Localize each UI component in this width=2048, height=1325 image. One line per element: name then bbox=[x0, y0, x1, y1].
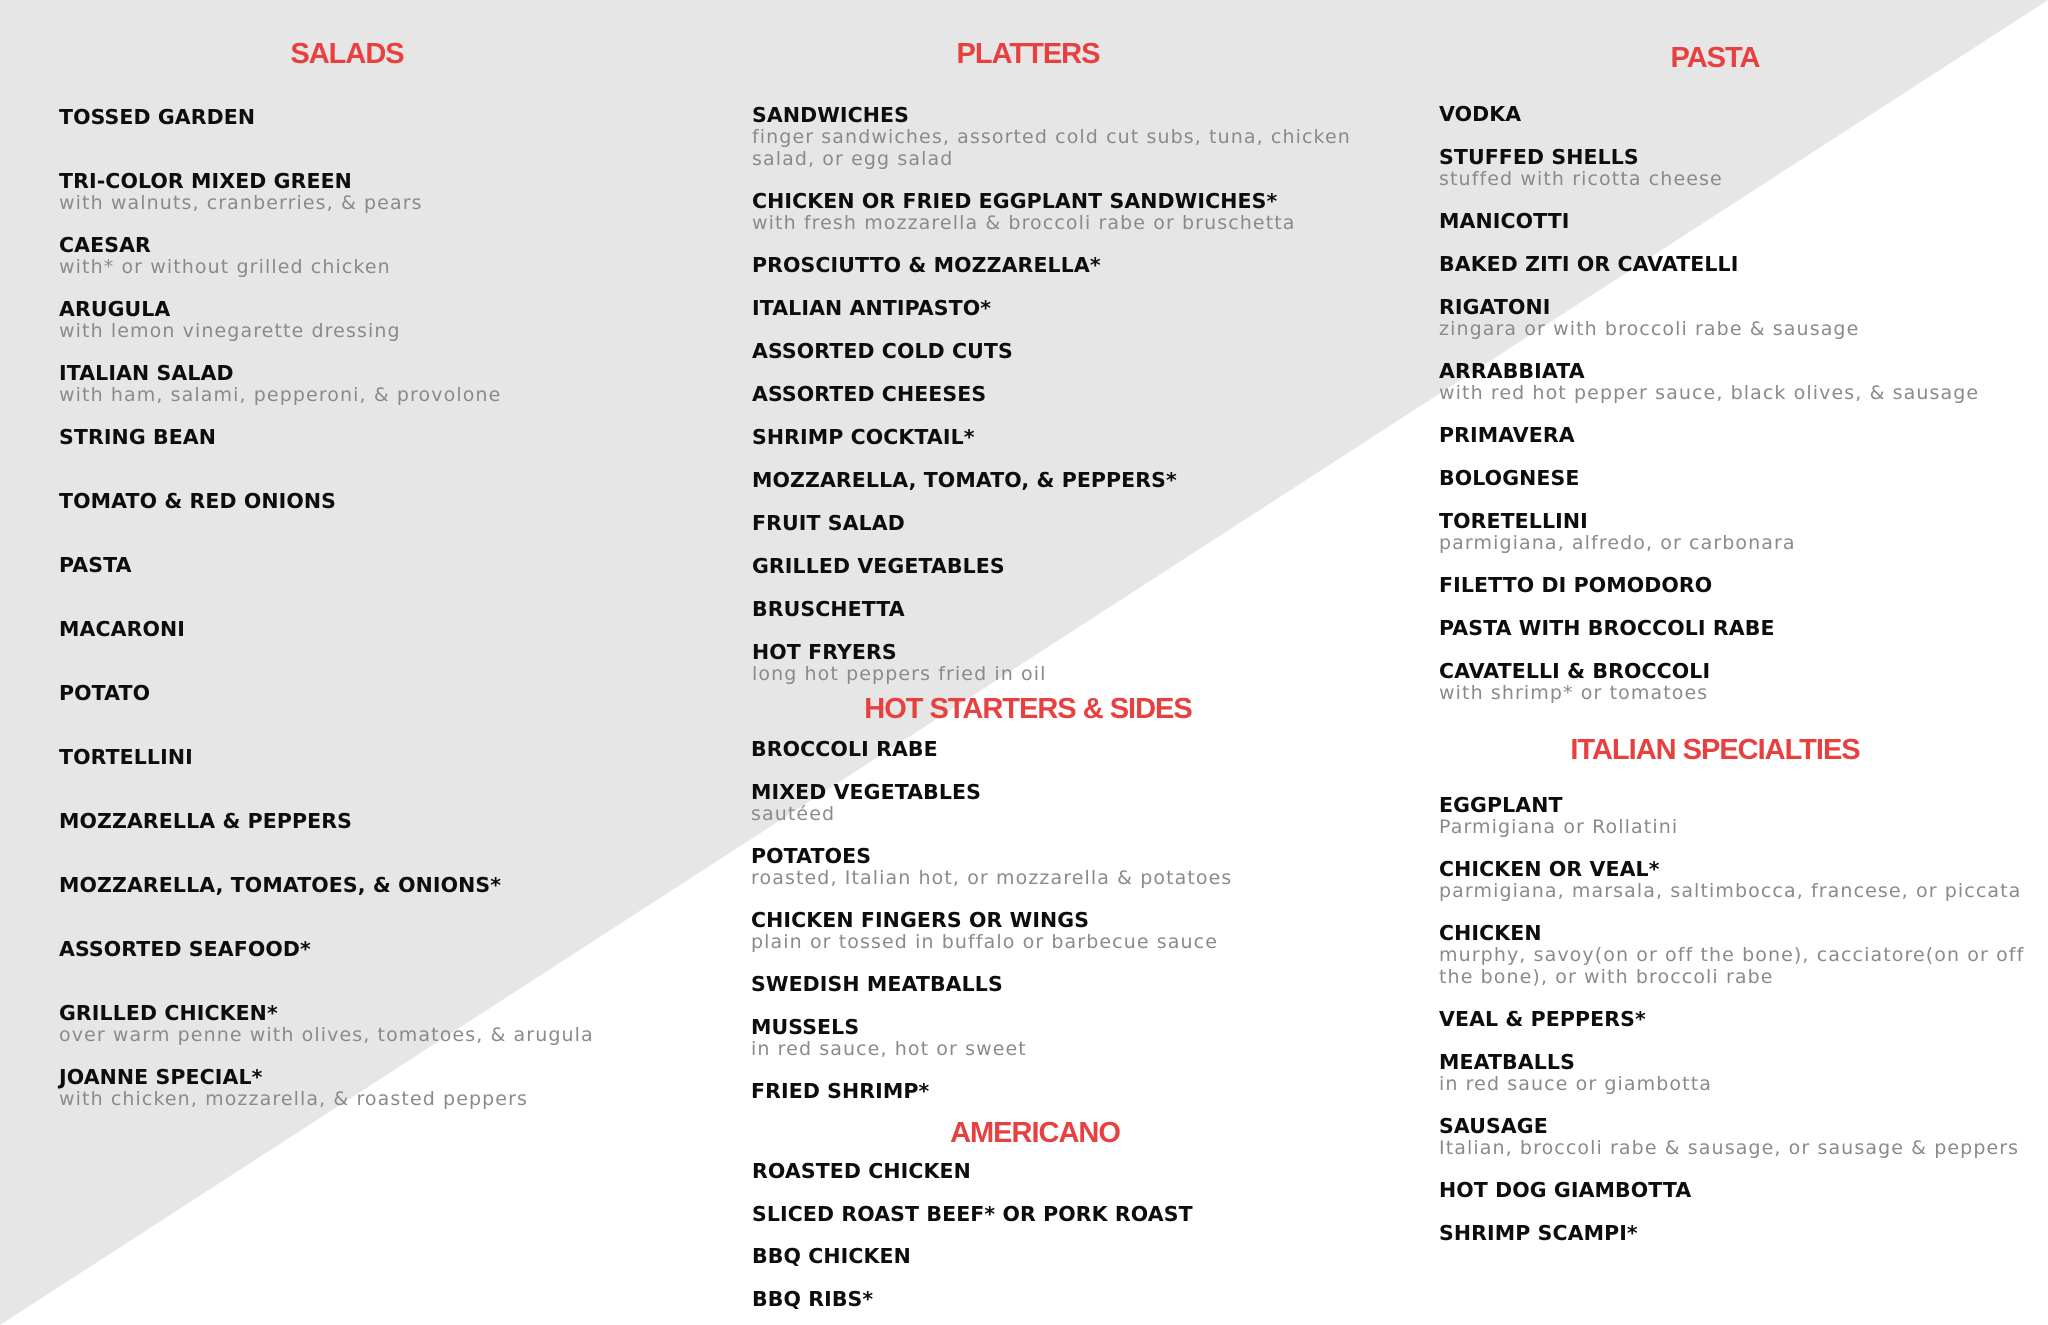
menu-item-name: VEAL & PEPPERS* bbox=[1439, 1007, 1646, 1031]
menu-item-description: parmigiana, alfredo, or carbonara bbox=[1439, 532, 1796, 554]
menu-item-name: ASSORTED CHEESES bbox=[752, 382, 987, 406]
menu-item-name: FRIED SHRIMP* bbox=[751, 1079, 930, 1103]
menu-item-name: CAESAR bbox=[59, 233, 151, 257]
menu-item bbox=[1439, 794, 1678, 839]
menu-item-name: GRILLED VEGETABLES bbox=[752, 554, 1005, 578]
menu-item-name: HOT FRYERS bbox=[752, 640, 897, 664]
menu-item bbox=[1439, 146, 1723, 191]
menu-item-name: TOSSED GARDEN bbox=[59, 105, 256, 129]
menu-item bbox=[1439, 467, 1579, 490]
menu-item-name: SLICED ROAST BEEF* OR PORK ROAST bbox=[752, 1202, 1193, 1226]
menu-item bbox=[59, 618, 185, 641]
menu-item bbox=[1439, 922, 2024, 988]
menu-item-name: TORETELLINI bbox=[1439, 509, 1588, 533]
menu-item bbox=[752, 104, 1351, 170]
menu-item-name: HOT DOG GIAMBOTTA bbox=[1439, 1178, 1692, 1202]
menu-item bbox=[751, 973, 1003, 996]
menu-item bbox=[752, 426, 975, 449]
menu-item bbox=[59, 298, 401, 343]
salads-heading: SALADS bbox=[290, 38, 404, 70]
menu-item-name: POTATO bbox=[59, 681, 151, 705]
menu-item bbox=[1439, 103, 1521, 126]
menu-item bbox=[752, 383, 986, 406]
menu-item bbox=[1439, 1115, 2019, 1160]
menu-item bbox=[1439, 858, 2021, 903]
menu-item bbox=[752, 641, 1047, 686]
menu-item-name: MEATBALLS bbox=[1439, 1050, 1575, 1074]
menu-item-name: MOZZARELLA, TOMATO, & PEPPERS* bbox=[752, 468, 1177, 492]
menu-item-name: PASTA bbox=[59, 553, 132, 577]
platters-heading: PLATTERS bbox=[956, 38, 1100, 70]
menu-item bbox=[59, 170, 423, 215]
menu-item bbox=[752, 1203, 1193, 1226]
menu-item bbox=[751, 1080, 929, 1103]
menu-item bbox=[59, 106, 255, 129]
menu-item-description: in red sauce, hot or sweet bbox=[751, 1038, 1027, 1060]
menu-item-name: SHRIMP SCAMPI* bbox=[1439, 1221, 1638, 1245]
menu-item bbox=[751, 909, 1218, 954]
menu-item bbox=[1439, 510, 1796, 555]
menu-item bbox=[752, 555, 1005, 578]
menu-item bbox=[752, 297, 991, 320]
menu-item-name: STUFFED SHELLS bbox=[1439, 145, 1639, 169]
menu-item-name: ARRABBIATA bbox=[1439, 359, 1585, 383]
menu-item-name: SANDWICHES bbox=[752, 103, 910, 127]
menu-item bbox=[752, 340, 1013, 363]
menu-item-name: PROSCIUTTO & MOZZARELLA* bbox=[752, 253, 1101, 277]
menu-item bbox=[59, 426, 216, 449]
menu-item-name: FILETTO DI POMODORO bbox=[1439, 573, 1713, 597]
menu-item bbox=[752, 598, 905, 621]
menu-item-name: MUSSELS bbox=[751, 1015, 860, 1039]
menu-item bbox=[59, 362, 501, 407]
menu-item-name: ARUGULA bbox=[59, 297, 171, 321]
menu-item-description: with ham, salami, pepperoni, & provolone bbox=[59, 384, 502, 406]
menu-item-name: MACARONI bbox=[59, 617, 185, 641]
menu-item bbox=[1439, 660, 1710, 705]
menu-item-description: finger sandwiches, assorted cold cut subs, tuna, chicken bbox=[752, 126, 1351, 148]
menu-item bbox=[59, 682, 150, 705]
menu-item bbox=[752, 1160, 971, 1183]
menu-item-name: FRUIT SALAD bbox=[752, 511, 905, 535]
menu-item-name: JOANNE SPECIAL* bbox=[59, 1065, 263, 1089]
menu-item-description: with* or without grilled chicken bbox=[59, 256, 391, 278]
menu-item bbox=[1439, 424, 1575, 447]
pasta-heading: PASTA bbox=[1670, 42, 1760, 74]
menu-item-name: EGGPLANT bbox=[1439, 793, 1563, 817]
menu-item-description: the bone), or with broccoli rabe bbox=[1439, 965, 1774, 988]
menu-item-name: CAVATELLI & BROCCOLI bbox=[1439, 659, 1711, 683]
menu-item-name: TRI-COLOR MIXED GREEN bbox=[59, 169, 352, 193]
menu-item-name: PRIMAVERA bbox=[1439, 423, 1575, 447]
menu-item-name: PASTA WITH BROCCOLI RABE bbox=[1439, 616, 1775, 640]
menu-item-name: RIGATONI bbox=[1439, 295, 1551, 319]
menu-item bbox=[59, 938, 311, 961]
menu-item-description: with red hot pepper sauce, black olives, & sausage bbox=[1439, 382, 1980, 404]
menu-item bbox=[59, 874, 501, 897]
menu-item-description: with chicken, mozzarella, & roasted peppers bbox=[59, 1088, 529, 1110]
menu-item bbox=[752, 190, 1296, 235]
menu-item bbox=[1439, 574, 1712, 597]
menu-item-description: zingara or with broccoli rabe & sausage bbox=[1439, 318, 1860, 340]
menu-item bbox=[751, 738, 938, 761]
menu-item bbox=[1439, 296, 1859, 341]
menu-item bbox=[751, 781, 981, 826]
menu-item-name: CHICKEN FINGERS OR WINGS bbox=[751, 908, 1090, 932]
menu-item-description: parmigiana, marsala, saltimbocca, francese, or piccata bbox=[1439, 880, 2022, 902]
menu-item-description: with lemon vinegarette dressing bbox=[59, 320, 401, 342]
menu-item-description: sautéed bbox=[751, 803, 836, 825]
menu-item bbox=[752, 1245, 911, 1268]
menu-item-description: salad, or egg salad bbox=[752, 147, 954, 170]
menu-item-description: with walnuts, cranberries, & pears bbox=[59, 192, 423, 214]
menu-item-name: POTATOES bbox=[751, 844, 872, 868]
menu-item-description: murphy, savoy(on or off the bone), cacciatore(on or off bbox=[1439, 944, 2025, 966]
menu-item-name: BBQ CHICKEN bbox=[752, 1244, 911, 1268]
menu-item-name: CHICKEN OR FRIED EGGPLANT SANDWICHES* bbox=[752, 189, 1278, 213]
menu-item-name: BAKED ZITI OR CAVATELLI bbox=[1439, 252, 1739, 276]
menu-item-name: ITALIAN ANTIPASTO* bbox=[752, 296, 992, 320]
menu-item-description: with shrimp* or tomatoes bbox=[1439, 682, 1709, 704]
menu-item bbox=[59, 1002, 594, 1047]
menu-item-name: VODKA bbox=[1439, 102, 1522, 126]
menu-item bbox=[1439, 1179, 1691, 1202]
menu-item-name: TOMATO & RED ONIONS bbox=[59, 489, 337, 513]
menu-item-description: stuffed with ricotta cheese bbox=[1439, 168, 1723, 190]
menu-item-name: SWEDISH MEATBALLS bbox=[751, 972, 1003, 996]
menu-item-name: ASSORTED SEAFOOD* bbox=[59, 937, 311, 961]
menu-item-description: Parmigiana or Rollatini bbox=[1439, 816, 1679, 838]
menu-item-description: with fresh mozzarella & broccoli rabe or bruschetta bbox=[752, 212, 1296, 234]
menu-item-name: STRING BEAN bbox=[59, 425, 217, 449]
menu-item bbox=[59, 1066, 528, 1111]
menu-item bbox=[59, 490, 336, 513]
menu-item-name: SHRIMP COCKTAIL* bbox=[752, 425, 975, 449]
menu-item-name: ITALIAN SALAD bbox=[59, 361, 234, 385]
menu-item bbox=[59, 746, 193, 769]
menu-item bbox=[1439, 1008, 1646, 1031]
menu-item-description: in red sauce or giambotta bbox=[1439, 1073, 1712, 1095]
menu-item-description: over warm penne with olives, tomatoes, & arugula bbox=[59, 1024, 594, 1046]
americano-heading: AMERICANO bbox=[950, 1117, 1120, 1149]
menu-item bbox=[751, 845, 1232, 890]
menu-item bbox=[752, 1288, 873, 1311]
menu-item bbox=[1439, 360, 1979, 405]
menu-item-name: ASSORTED COLD CUTS bbox=[752, 339, 1013, 363]
menu-item bbox=[1439, 617, 1775, 640]
menu-item bbox=[1439, 1222, 1638, 1245]
menu-item-name: SAUSAGE bbox=[1439, 1114, 1548, 1138]
menu-item-name: CHICKEN OR VEAL* bbox=[1439, 857, 1660, 881]
menu-item-description: long hot peppers fried in oil bbox=[752, 663, 1047, 685]
menu-item-name: TORTELLINI bbox=[59, 745, 193, 769]
menu-item bbox=[59, 554, 132, 577]
italian-specialties-heading: ITALIAN SPECIALTIES bbox=[1570, 734, 1860, 766]
menu-item-name: BBQ RIBS* bbox=[752, 1287, 874, 1311]
menu-item bbox=[751, 1016, 1027, 1061]
menu-item-name: ROASTED CHICKEN bbox=[752, 1159, 971, 1183]
menu-item-name: BRUSCHETTA bbox=[752, 597, 905, 621]
menu-item-name: GRILLED CHICKEN* bbox=[59, 1001, 278, 1025]
menu-item-description: Italian, broccoli rabe & sausage, or sausage & peppers bbox=[1439, 1137, 2020, 1159]
menu-item bbox=[1439, 210, 1570, 233]
menu-item bbox=[752, 469, 1177, 492]
menu-item bbox=[1439, 1051, 1712, 1096]
menu-item bbox=[59, 234, 391, 279]
menu-item-name: BROCCOLI RABE bbox=[751, 737, 938, 761]
menu-item bbox=[752, 512, 905, 535]
menu-item bbox=[752, 254, 1101, 277]
menu-item-description: plain or tossed in buffalo or barbecue sauce bbox=[751, 931, 1218, 953]
menu-item-name: MIXED VEGETABLES bbox=[751, 780, 982, 804]
menu-item-name: MOZZARELLA & PEPPERS bbox=[59, 809, 352, 833]
menu-item-description: roasted, Italian hot, or mozzarella & potatoes bbox=[751, 867, 1233, 889]
menu-item-name: MANICOTTI bbox=[1439, 209, 1570, 233]
hot-starters-heading: HOT STARTERS & SIDES bbox=[864, 693, 1192, 725]
menu-item bbox=[59, 810, 352, 833]
menu-item-name: BOLOGNESE bbox=[1439, 466, 1580, 490]
menu-item-name: CHICKEN bbox=[1439, 921, 1542, 945]
menu-item-name: MOZZARELLA, TOMATOES, & ONIONS* bbox=[59, 873, 502, 897]
menu-item bbox=[1439, 253, 1738, 276]
